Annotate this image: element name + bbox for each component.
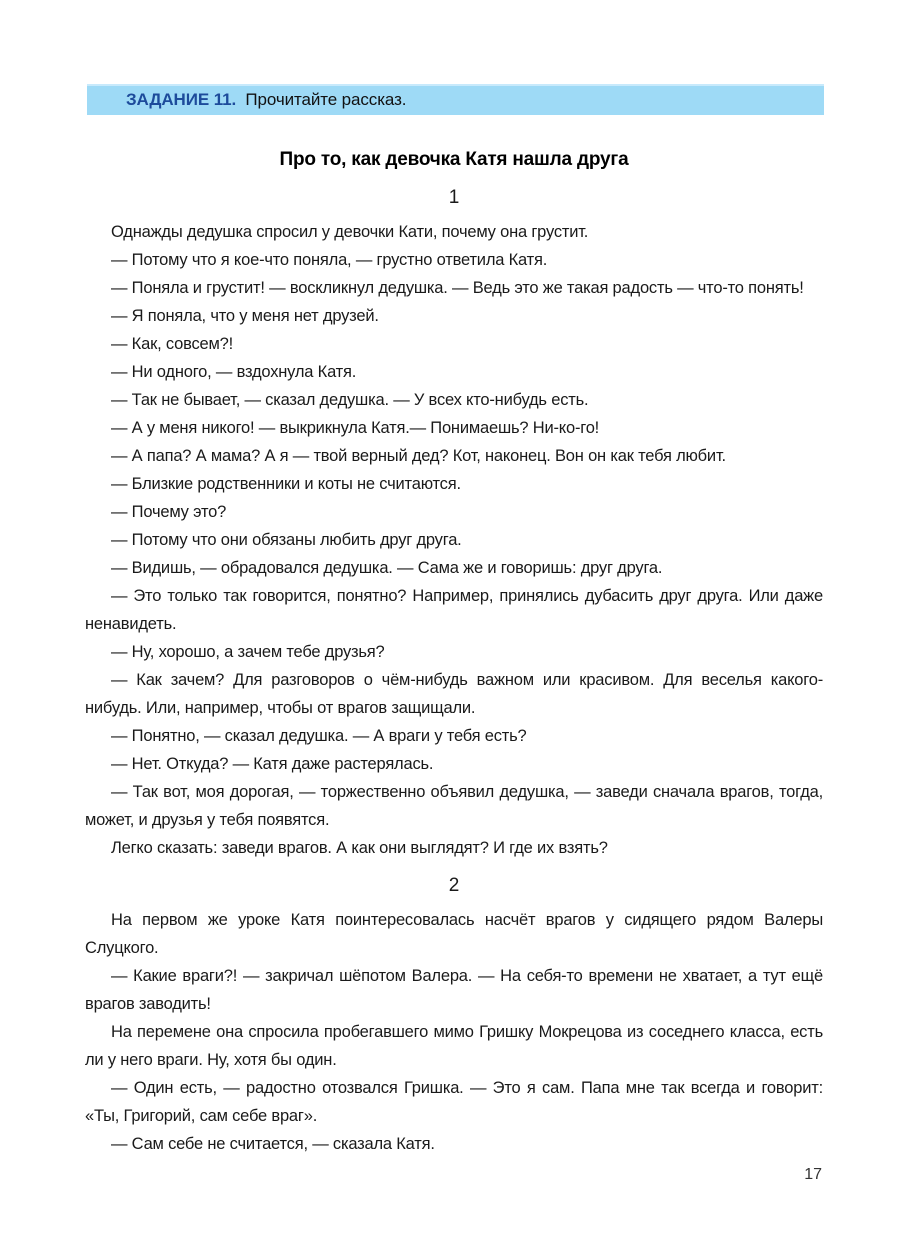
- story-paragraph: — Как зачем? Для разговоров о чём-нибудь важном или красивом. Для веселья какого-нибудь. Или, например, чтобы от врагов защищали.: [85, 671, 823, 717]
- story-paragraph: На первом же уроке Катя поинтересовалась насчёт врагов у сидящего рядом Валеры Слуцкого.: [85, 911, 823, 957]
- story-paragraph: — Так не бывает, — сказал дедушка. — У всех кто-нибудь есть.: [111, 391, 589, 409]
- story-paragraph: Легко сказать: заведи врагов. А как они выглядят? И где их взять?: [111, 839, 608, 857]
- part-1-heading: 1: [448, 187, 460, 208]
- story-paragraph: — Нет. Откуда? — Катя даже растерялась.: [111, 755, 434, 773]
- part-2-paragraphs: [85, 906, 823, 1158]
- story-title: Про то, как девочка Катя нашла друга: [279, 149, 629, 170]
- story-paragraph: — Ну, хорошо, а зачем тебе друзья?: [111, 643, 385, 661]
- story-paragraph: — Ни одного, — вздохнула Катя.: [111, 363, 357, 381]
- story-paragraph: — Какие враги?! — закричал шёпотом Валера. — На себя-то времени не хватает, а тут ещё врагов заводить!: [85, 967, 823, 1013]
- task-banner: [87, 84, 824, 115]
- story-paragraph: — Как, совсем?!: [111, 335, 233, 353]
- story-paragraph: — Потому что я кое-что поняла, — грустно ответила Катя.: [111, 251, 548, 269]
- story-paragraph: — Это только так говорится, понятно? Например, принялись дубасить друг друга. Или даже ненавидеть.: [85, 587, 823, 633]
- story-paragraph: — Потому что они обязаны любить друг друга.: [111, 531, 462, 549]
- story-paragraph: — Понятно, — сказал дедушка. — А враги у тебя есть?: [111, 727, 527, 745]
- story-paragraph: — Почему это?: [111, 503, 227, 521]
- story-paragraph: На перемене она спросила пробегавшего мимо Гришку Мокрецова из соседнего класса, есть ли у него враги. Ну, хотя бы один.: [85, 1023, 823, 1069]
- story-paragraph: — Близкие родственники и коты не считаются.: [111, 475, 461, 493]
- story-paragraph: — А папа? А мама? А я — твой верный дед? Кот, наконец. Вон он как тебя любит.: [111, 447, 726, 465]
- story-paragraph: — Так вот, моя дорогая, — торжественно объявил дедушка, — заведи сначала врагов, тогда, может, и друзья у тебя появятся.: [85, 783, 823, 829]
- story-paragraph: — Один есть, — радостно отозвался Гришка. — Это я сам. Папа мне так всегда и говорит: «Ты, Григорий, сам себе враг».: [85, 1079, 823, 1125]
- story-content: [85, 140, 823, 1158]
- story-paragraph: — Я поняла, что у меня нет друзей.: [111, 307, 379, 325]
- story-paragraph: Однажды дедушка спросил у девочки Кати, почему она грустит.: [111, 223, 589, 241]
- story-paragraph: — Поняла и грустит! — воскликнул дедушка. — Ведь это же такая радость — что-то понять!: [111, 279, 804, 297]
- story-paragraph: — А у меня никого! — выкрикнула Катя.— Понимаешь? Ни-ко-го!: [111, 419, 600, 437]
- story-paragraph: — Сам себе не считается, — сказала Катя.: [111, 1135, 435, 1153]
- part-2-heading: 2: [448, 875, 460, 896]
- page-number: 17: [804, 1166, 822, 1183]
- story-paragraph: — Видишь, — обрадовался дедушка. — Сама же и говоришь: друг друга.: [111, 559, 663, 577]
- task-instruction-text: Прочитайте рассказ.: [245, 90, 407, 109]
- task-number-label: ЗАДАНИЕ 11.: [126, 90, 237, 109]
- part-1-paragraphs: [85, 218, 823, 862]
